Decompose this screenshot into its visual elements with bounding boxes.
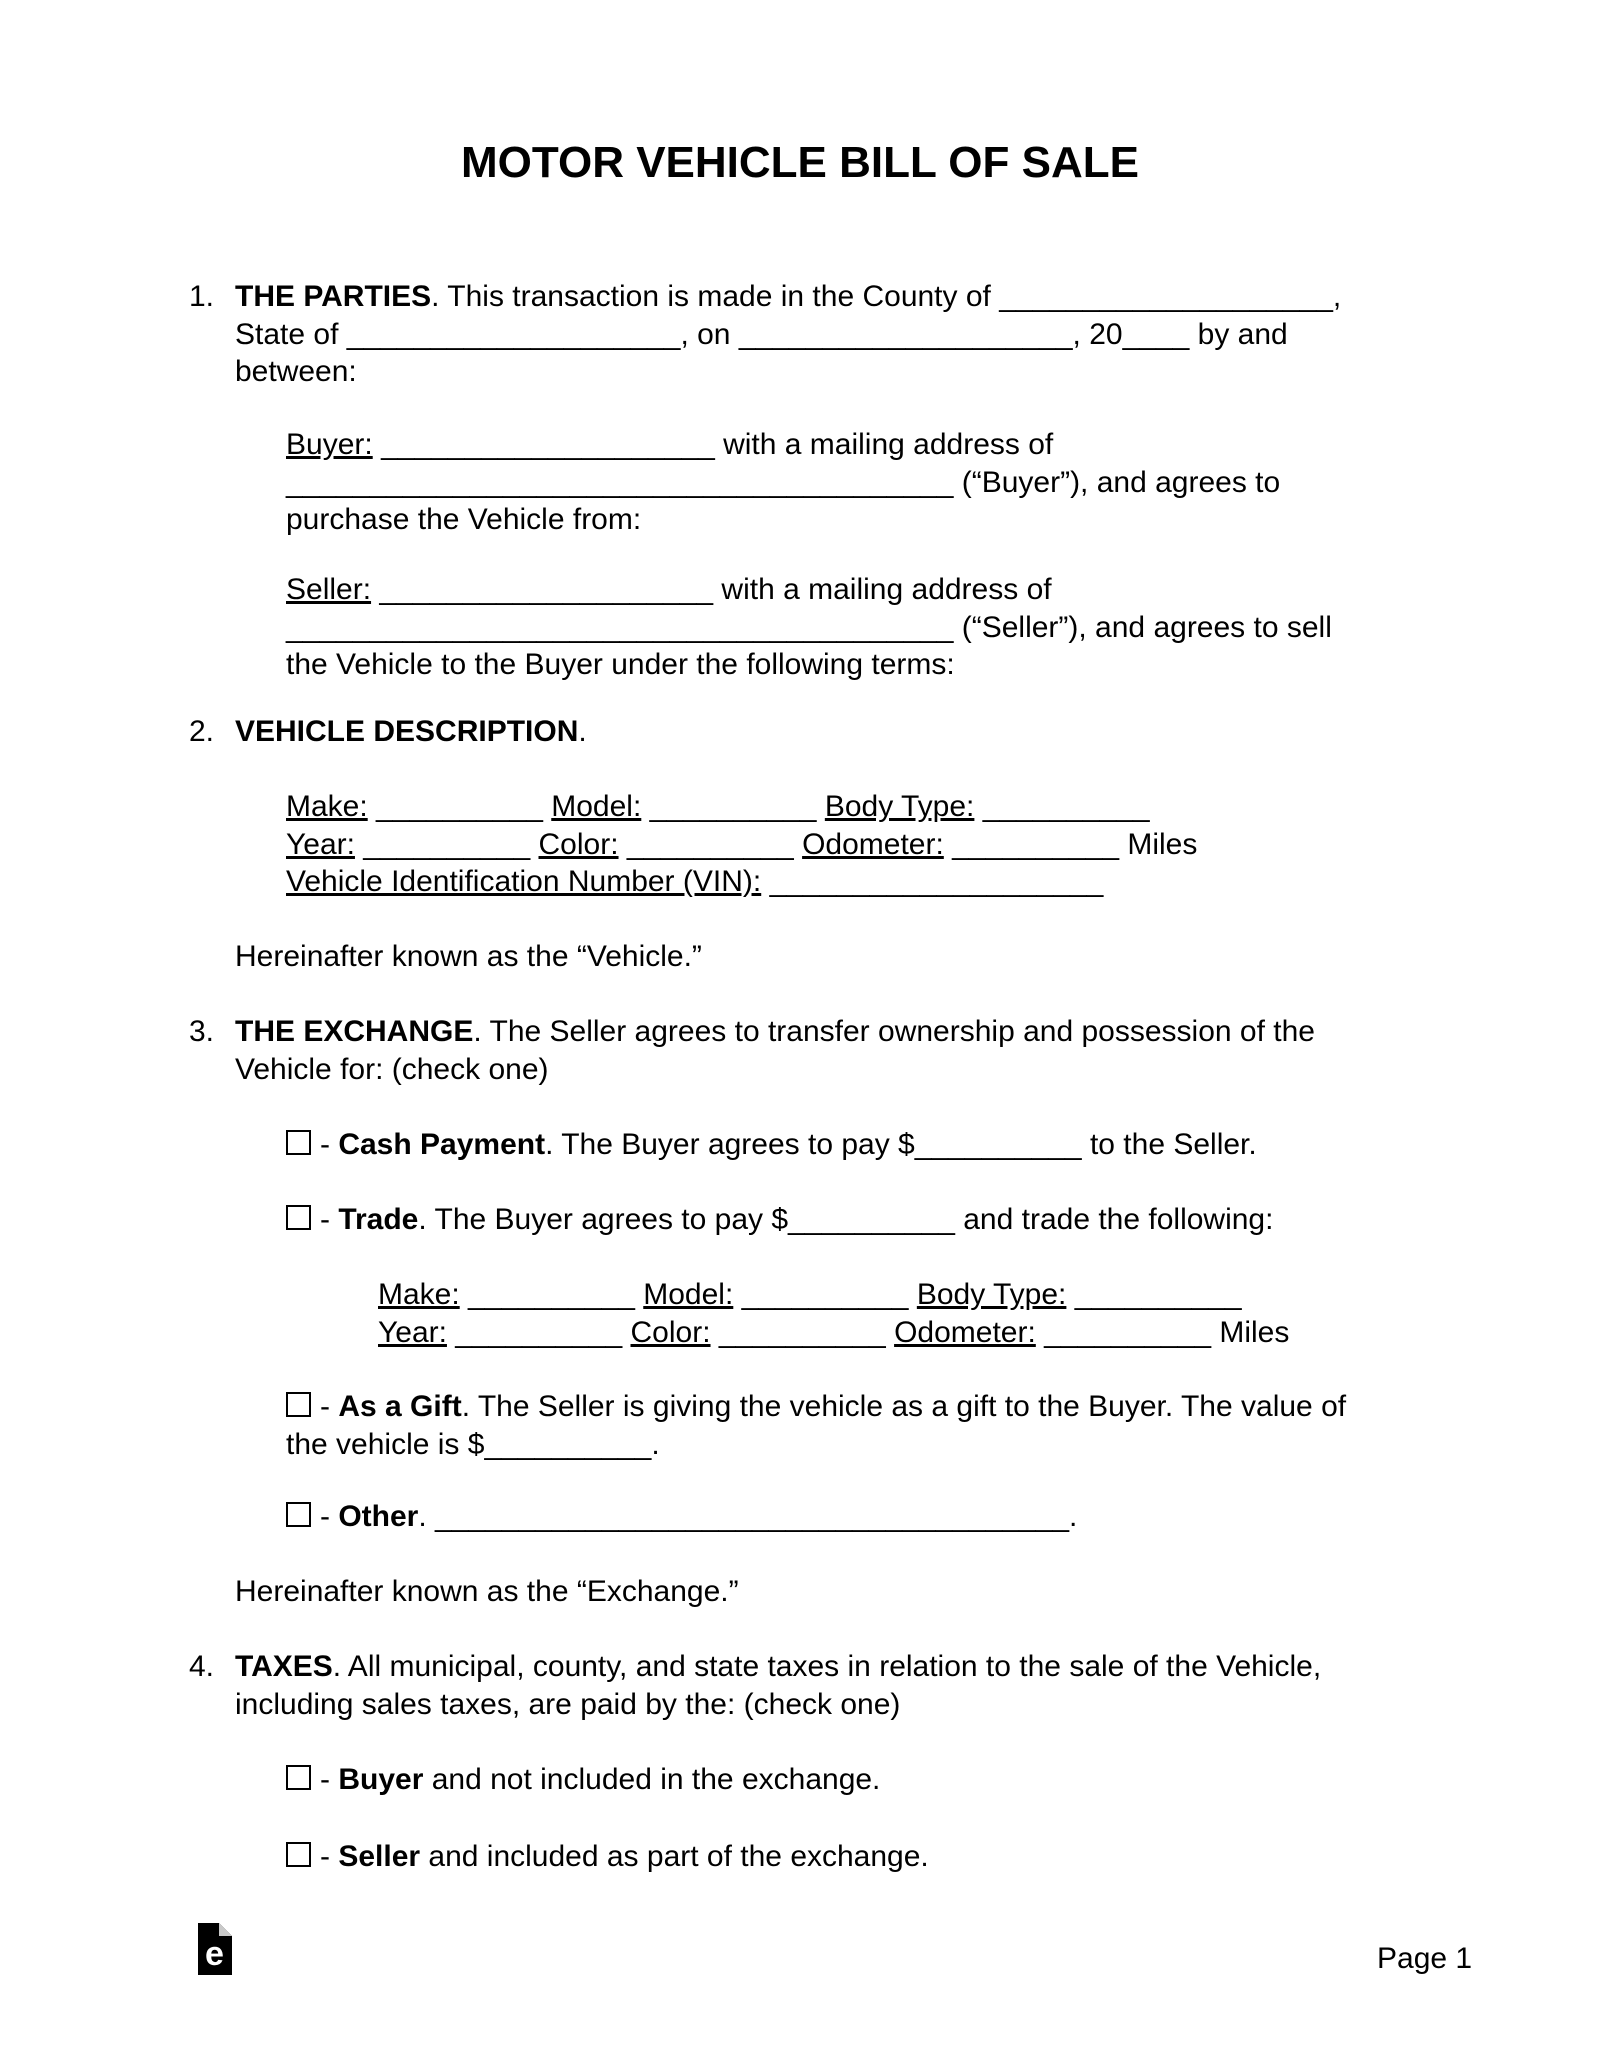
buyer-label: Buyer: [286, 428, 373, 461]
text-run [641, 790, 649, 823]
text-run [368, 790, 376, 823]
option-taxes-seller-text [320, 1840, 929, 1873]
text-run [619, 828, 627, 861]
text-line [286, 1426, 1426, 1464]
seller-clause [286, 571, 1426, 684]
text-run: to the Seller. [1081, 1128, 1257, 1161]
option-cash-payment-text [320, 1128, 1257, 1161]
text-run [944, 828, 952, 861]
text-run: Miles [1119, 827, 1198, 861]
vin-label: Vehicle Identification Number (VIN): [286, 865, 762, 898]
text-run: - [320, 1840, 339, 1873]
text-run [373, 428, 381, 461]
blank-trade-year: __________ [455, 1315, 623, 1349]
bold-text: THE EXCHANGE [235, 1015, 474, 1048]
bold-text: Trade [338, 1203, 419, 1236]
text-run: - [320, 1203, 339, 1236]
section-the-exchange [189, 1013, 1419, 1088]
text-run [794, 828, 802, 861]
text-run: (“Seller”), and agrees to sell [953, 610, 1332, 644]
trade-model-label: Model: [643, 1278, 734, 1311]
odometer-label: Odometer: [802, 827, 944, 861]
option-taxes-buyer-text [320, 1763, 880, 1796]
trade-fields-row-2 [378, 1314, 1428, 1352]
text-line [235, 1051, 1419, 1089]
text-run: Hereinafter known as the “Vehicle.” [235, 940, 702, 973]
trade-vehicle-fields [378, 1276, 1428, 1351]
section-vehicle-description [189, 713, 1419, 751]
blank-buyer-address: ________________________________________ [286, 465, 954, 499]
text-run: Hereinafter known as the “Exchange.” [235, 1575, 739, 1608]
seller-label: Seller: [286, 573, 372, 606]
text-run: , 20 [1072, 317, 1123, 351]
bold-text: Buyer [338, 1763, 424, 1796]
blank-trade-amount: __________ [788, 1203, 955, 1236]
blank-make: __________ [376, 790, 543, 823]
checkbox-trade-icon[interactable] [286, 1205, 311, 1230]
blank-trade-make: __________ [468, 1278, 635, 1311]
text-run: Vehicle for: (check one) [235, 1052, 549, 1086]
text-run: . The Buyer agrees to pay $ [418, 1203, 789, 1236]
text-run: with a mailing address of [714, 428, 1054, 461]
vehicle-alias-note [189, 938, 1419, 976]
text-run [460, 1278, 468, 1311]
text-run: purchase the Vehicle from: [286, 503, 642, 536]
text-run: (“Buyer”), and agrees to [953, 465, 1281, 499]
blank-other: ______________________________________ [435, 1500, 1070, 1533]
text-run: between: [235, 355, 357, 388]
text-run [761, 865, 769, 898]
blank-trade-model: __________ [741, 1278, 909, 1311]
trade-year-label: Year: [378, 1315, 447, 1349]
bold-text: Other [338, 1500, 419, 1533]
text-line [286, 1761, 1426, 1799]
vehicle-fields [286, 788, 1426, 901]
option-taxes-buyer [286, 1761, 1426, 1799]
text-run: - [320, 1390, 339, 1423]
text-line [235, 1648, 1419, 1686]
blank-year: ____ [1122, 317, 1190, 351]
text-run [1066, 1278, 1074, 1311]
text-line [235, 316, 1419, 354]
text-run: and not included in the exchange. [423, 1763, 881, 1796]
checkbox-cash-payment-icon[interactable] [286, 1130, 311, 1155]
blank-body-type: __________ [982, 790, 1150, 823]
text-line [235, 1013, 1419, 1051]
text-run: with a mailing address of [713, 573, 1052, 606]
text-run [974, 790, 982, 823]
text-line [286, 609, 1426, 647]
text-run: - [320, 1763, 339, 1796]
text-run [909, 1278, 917, 1311]
text-line [235, 278, 1419, 316]
bold-text: Cash Payment [338, 1128, 546, 1161]
text-run: - [320, 1128, 339, 1161]
text-line [286, 646, 1426, 684]
text-line [286, 1838, 1426, 1876]
text-line [235, 1686, 1419, 1724]
year-label: Year: [286, 827, 355, 861]
section-number-2: 2. [189, 715, 215, 748]
text-run: Miles [1211, 1315, 1290, 1349]
option-other [286, 1498, 1426, 1536]
text-run: . [418, 1500, 436, 1533]
text-run: . [1069, 1500, 1078, 1533]
blank-color: __________ [626, 827, 794, 861]
section-number-1: 1. [189, 280, 215, 313]
option-as-a-gift [286, 1388, 1426, 1463]
text-line [286, 464, 1426, 502]
text-run [635, 1278, 643, 1311]
section-number-3: 3. [189, 1015, 215, 1048]
bold-text: THE PARTIES [235, 280, 432, 313]
blank-seller-address: ________________________________________ [286, 610, 954, 644]
blank-model: __________ [649, 790, 817, 823]
blank-date: ____________________ [738, 317, 1073, 351]
text-line [286, 1388, 1426, 1426]
blank-cash-amount: __________ [914, 1128, 1082, 1161]
text-run: . [578, 715, 587, 748]
text-line [235, 353, 1419, 391]
logo-letter: e [205, 1935, 224, 1973]
option-taxes-seller [286, 1838, 1426, 1876]
blank-trade-odometer: __________ [1044, 1315, 1212, 1349]
blank-odometer: __________ [952, 827, 1120, 861]
text-line [286, 1126, 1426, 1164]
text-run: by and [1189, 317, 1288, 351]
text-run: . All municipal, county, and state taxes in relation to the sale of the Vehicle, [332, 1650, 1322, 1683]
page-number-label: Page 1 [1377, 1942, 1473, 1975]
page-title: MOTOR VEHICLE BILL OF SALE [461, 138, 1139, 187]
buyer-clause [286, 426, 1426, 539]
text-run: . The Buyer agrees to pay $ [545, 1128, 915, 1161]
text-line [235, 938, 1419, 976]
option-trade [286, 1201, 1426, 1239]
trade-color-label: Color: [630, 1315, 711, 1349]
text-line [286, 1201, 1426, 1239]
checkbox-other-icon[interactable] [286, 1502, 311, 1527]
text-run: . The Seller is giving the vehicle as a gift to the Buyer. The value of [461, 1390, 1347, 1423]
blank-trade-color: __________ [718, 1315, 886, 1349]
bold-text: Seller [338, 1840, 421, 1873]
blank-vin: ____________________ [769, 865, 1104, 898]
text-run [1036, 1316, 1044, 1349]
blank-county: ____________________ [999, 280, 1333, 313]
trade-odometer-label: Odometer: [894, 1315, 1036, 1349]
blank-buyer-name: ____________________ [381, 428, 715, 461]
checkbox-taxes-buyer-icon[interactable] [286, 1765, 311, 1790]
text-run: . This transaction is made in the County of [431, 280, 1000, 313]
text-run: and included as part of the exchange. [420, 1840, 929, 1873]
text-run: the vehicle is $ [286, 1427, 485, 1461]
checkbox-taxes-seller-icon[interactable] [286, 1842, 311, 1867]
blank-trade-body-type: __________ [1074, 1278, 1242, 1311]
blank-vehicle-year: __________ [363, 827, 531, 861]
blank-seller-name: ____________________ [379, 573, 714, 606]
text-run [733, 1278, 741, 1311]
text-run: and trade the following: [954, 1203, 1274, 1236]
option-trade-text [320, 1203, 1273, 1236]
text-run: , on [680, 317, 739, 351]
text-run: including sales taxes, are paid by the: (check one) [235, 1687, 901, 1721]
option-cash-payment [286, 1126, 1426, 1164]
text-run [711, 1316, 719, 1349]
body-type-label: Body Type: [824, 790, 975, 823]
text-line [286, 571, 1426, 609]
text-run: . The Seller agrees to transfer ownership and possession of the [473, 1015, 1315, 1048]
text-run: State of [235, 317, 347, 351]
text-run [817, 790, 825, 823]
color-label: Color: [538, 827, 619, 861]
vehicle-fields-row-1 [286, 788, 1426, 826]
checkbox-as-a-gift-icon[interactable] [286, 1392, 311, 1417]
blank-state: ____________________ [346, 317, 681, 351]
bold-text: VEHICLE DESCRIPTION [235, 715, 579, 748]
text-run: the Vehicle to the Buyer under the following terms: [286, 648, 955, 681]
vehicle-fields-row-vin [286, 863, 1426, 901]
text-run [543, 790, 551, 823]
trade-body-type-label: Body Type: [916, 1278, 1067, 1311]
exchange-alias-note [189, 1573, 1419, 1611]
option-gift-text [320, 1390, 1346, 1423]
text-run: , [1332, 280, 1342, 313]
text-run [622, 1316, 630, 1349]
trade-fields-row-1 [378, 1276, 1428, 1314]
trade-make-label: Make: [378, 1278, 460, 1311]
section-the-parties [189, 278, 1419, 391]
section-taxes [189, 1648, 1419, 1723]
text-line [286, 426, 1426, 464]
blank-gift-value: __________ [484, 1427, 652, 1461]
section-number-4: 4. [189, 1650, 215, 1683]
text-run: - [320, 1500, 339, 1533]
option-other-text [320, 1500, 1077, 1533]
bold-text: TAXES [235, 1650, 333, 1683]
text-line [286, 501, 1426, 539]
eforms-logo-icon [198, 1923, 232, 1975]
text-line [286, 1498, 1426, 1536]
text-line [235, 1573, 1419, 1611]
text-run [886, 1316, 894, 1349]
make-label: Make: [286, 790, 368, 823]
vehicle-fields-row-2 [286, 826, 1426, 864]
text-run [530, 828, 538, 861]
model-label: Model: [551, 790, 642, 823]
text-run: . [651, 1427, 660, 1461]
bold-text: As a Gift [338, 1390, 462, 1423]
text-line [235, 713, 1419, 751]
